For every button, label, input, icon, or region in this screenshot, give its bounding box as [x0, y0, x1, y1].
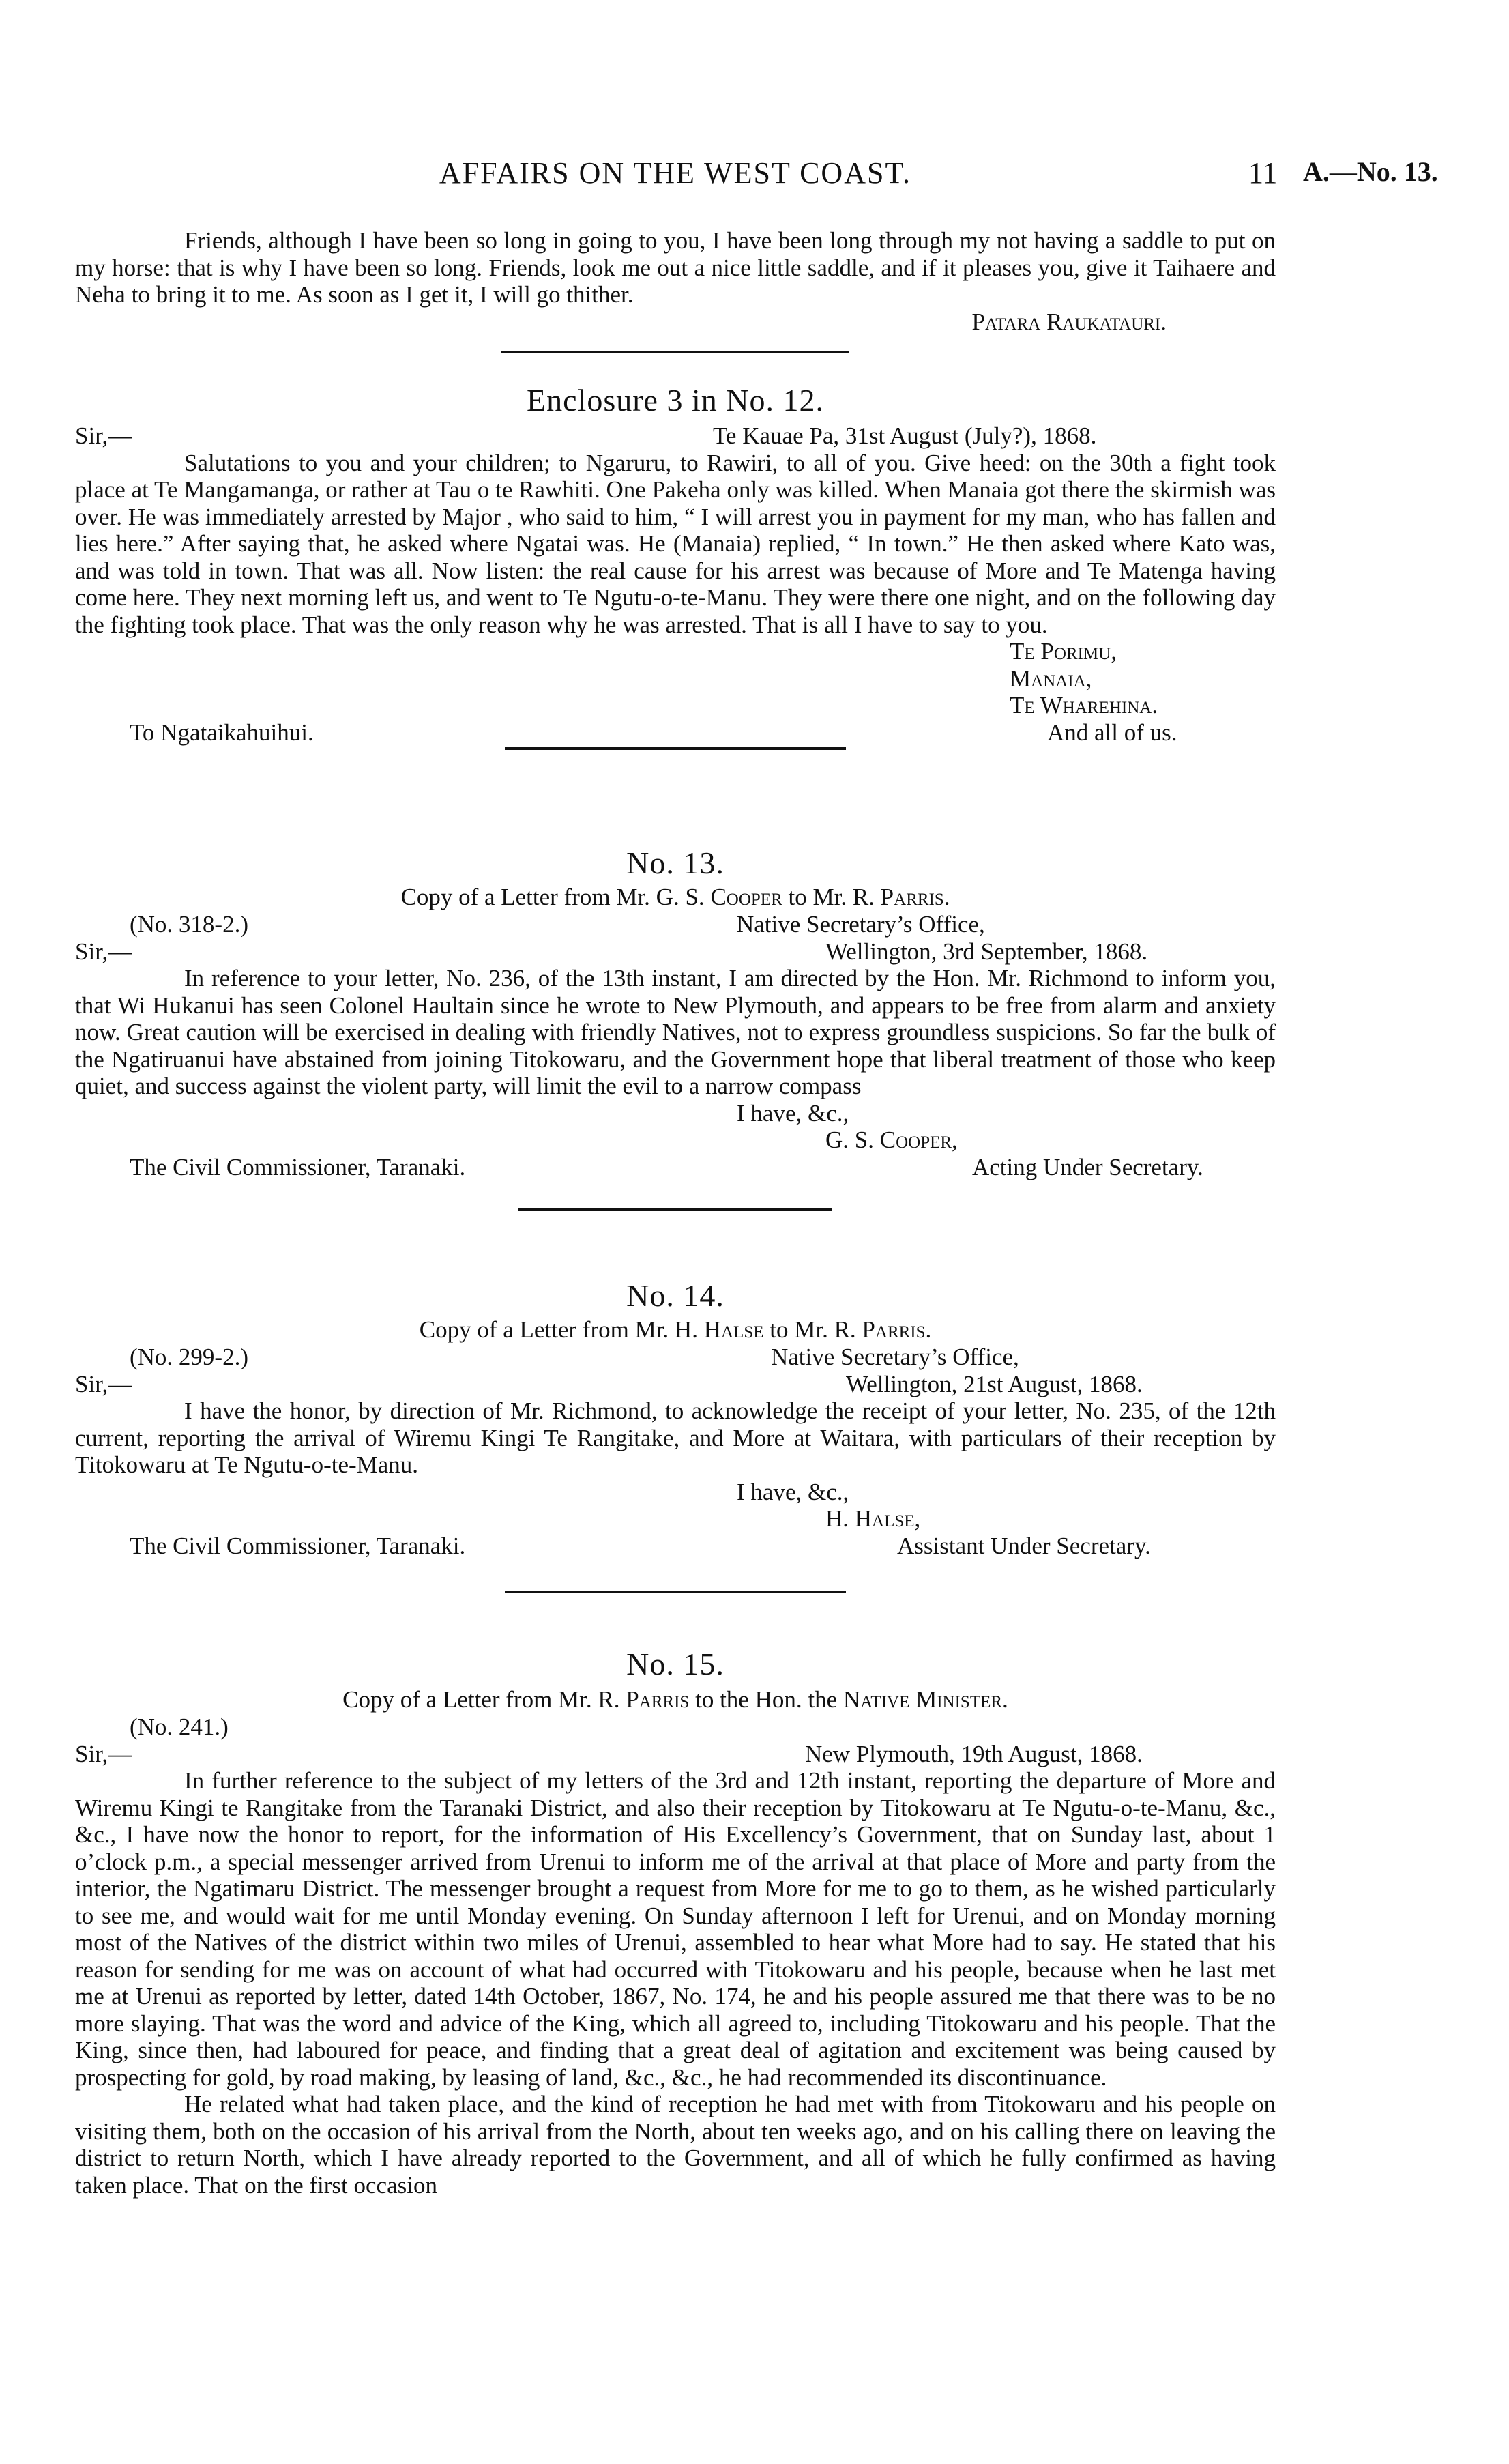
- subheading-from: Parris: [626, 1686, 690, 1713]
- no-15-body-paragraph-2: He related what had taken place, and the kind of reception he had met with from Titokowaru and his people on visiting them, both on the occasion of his arrival from the North, about ten weeks ago, and on his calling there on leaving the district to return North, which I have already reported to the Government, and all of which he fully confirmed as having taken place. That on the first occasion: [75, 2091, 1276, 2199]
- enclosure-3-section: [75, 382, 1276, 750]
- salutation: Sir,—: [75, 938, 132, 965]
- closing-row: [75, 1100, 1276, 1127]
- section-divider: [505, 1591, 846, 1593]
- section-divider: [518, 1208, 832, 1211]
- closing: I have, &c.,: [737, 1478, 849, 1505]
- salutation: Sir,—: [75, 422, 132, 449]
- no-14-subheading: [75, 1316, 1276, 1344]
- closing-row: [75, 1479, 1276, 1506]
- letter-ref: (No. 241.): [130, 1713, 229, 1740]
- signature-1: Te Porimu,: [1010, 638, 1117, 665]
- no-14-heading: No. 14.: [626, 1278, 724, 1313]
- no-15-subheading: [75, 1686, 1276, 1713]
- letter-ref: (No. 299-2.): [130, 1344, 248, 1370]
- subheading-text: Copy of a Letter from Mr. H.: [419, 1316, 704, 1343]
- office: Native Secretary’s Office,: [771, 1344, 1019, 1370]
- signer-title: Assistant Under Secretary.: [897, 1532, 1151, 1559]
- intro-section: [75, 227, 1276, 353]
- addressee: The Civil Commissioner, Taranaki.: [130, 1153, 466, 1180]
- subheading-text: Copy of a Letter from Mr. G. S.: [400, 884, 711, 910]
- subheading-to: Native Minister.: [843, 1686, 1008, 1713]
- signer-row: [75, 1505, 1276, 1533]
- ref-row: [75, 911, 1276, 938]
- signature-row-1: [75, 638, 1276, 665]
- signer: H. Halse,: [825, 1505, 921, 1532]
- signer-row: [75, 1127, 1276, 1154]
- addressee: To Ngataikahuihui.: [130, 719, 314, 746]
- addressee-row: [75, 1533, 1276, 1560]
- no-13-section: [75, 845, 1276, 1211]
- subheading-to: Parris.: [862, 1316, 932, 1343]
- signer: G. S. Cooper,: [825, 1127, 958, 1153]
- section-divider: [501, 351, 849, 353]
- salutation-row: [75, 422, 1276, 450]
- subheading-text: to Mr. R.: [782, 884, 881, 910]
- enclosure-body: Salutations to you and your children; to Ngaruru, to Rawiri, to all of you. Give heed: on the 30th a fight took place at Te Mangamanga, or rather at Tau o te Rawhiti. One Pakeha only was killed. When Manaia got there the skirmish was over. He was immediately arrested by Major , who said to him, “ I will arrest you in payment for my man, who has fallen and lies here.” After saying that, he asked where Ngatai was. He (Manaia) replied, “ In town.” He then asked where Kato was, and was told in town. That was all. Now listen: the real cause for his arrest was because of More and Te Matenga having come here. They next morning left us, and went to Te Ngutu-o-te-Manu. They were there one night, and on the following day the fighting took place. That was the only reason why he was arrested. That is all I have to say to you.: [75, 449, 1276, 638]
- intro-signature: Patara Raukatauri.: [971, 308, 1167, 335]
- signer-title: Acting Under Secretary.: [972, 1153, 1203, 1180]
- place-date: New Plymouth, 19th August, 1868.: [805, 1740, 1143, 1767]
- no-14-body: I have the honor, by direction of Mr. Richmond, to acknowledge the receipt of your letter, No. 235, of the 12th current, reporting the arrival of Wiremu Kingi Te Rangitake, and More at Waitara, with particulars of their reception by Titokowaru at Te Ngutu-o-te-Manu.: [75, 1397, 1276, 1478]
- section-divider: [505, 747, 846, 750]
- running-header: [75, 156, 1494, 197]
- subheading-text: to Mr. R.: [763, 1316, 862, 1343]
- salutation-row: [75, 938, 1276, 966]
- place-date: Te Kauae Pa, 31st August (July?), 1868.: [713, 422, 1097, 449]
- subheading-from: Cooper: [710, 884, 782, 910]
- no-13-subheading: [75, 884, 1276, 911]
- salutation-row: [75, 1741, 1276, 1768]
- subheading-to: Parris.: [880, 884, 950, 910]
- salutation: Sir,—: [75, 1370, 132, 1397]
- ref-row: [75, 1713, 1276, 1741]
- office: Native Secretary’s Office,: [737, 911, 985, 938]
- enclosure-heading: Enclosure 3 in No. 12.: [527, 383, 824, 418]
- subheading-text: Copy of a Letter from Mr. R.: [342, 1686, 626, 1713]
- closing: And all of us.: [1047, 719, 1177, 746]
- signature-3: Te Wharehina.: [1010, 692, 1158, 719]
- no-15-section: [75, 1646, 1276, 2199]
- intro-paragraph: Friends, although I have been so long in going to you, I have been long through my not having a saddle to put on my horse: that is why I have been so long. Friends, look me out a nice little saddle, and if it pleases you, give it Taihaere and Neha to bring it to me. As soon as I get it, I will go thither.: [75, 227, 1276, 308]
- no-13-heading: No. 13.: [626, 845, 724, 880]
- subheading-text: to the Hon. the: [689, 1686, 843, 1713]
- no-14-section: [75, 1277, 1276, 1593]
- subheading-from: Halse: [703, 1316, 764, 1343]
- page-title: AFFAIRS ON THE WEST COAST.: [439, 156, 912, 190]
- addressee-row: [75, 719, 1276, 747]
- addressee: The Civil Commissioner, Taranaki.: [130, 1532, 466, 1559]
- salutation: Sir,—: [75, 1740, 132, 1767]
- salutation-row: [75, 1371, 1276, 1398]
- signature-2: Manaia,: [1010, 665, 1092, 692]
- addressee-row: [75, 1154, 1276, 1181]
- no-15-heading: No. 15.: [626, 1647, 724, 1681]
- document-reference: A.—No. 13.: [1303, 156, 1438, 187]
- no-13-body: In reference to your letter, No. 236, of the 13th instant, I am directed by the Hon. Mr. Richmond to inform you, that Wi Hukanui has seen Colonel Haultain since he wrote to New Plymouth, and appears to be free from alarm and anxiety now. Great caution will be exercised in dealing with friendly Natives, not to express groundless suspicions. So far the bulk of the Ngatiruanui have abstained from joining Titokowaru, and the Government hope that liberal treatment of those who keep quiet, and success against the violent party, will limit the evil to a narrow compass: [75, 965, 1276, 1099]
- ref-row: [75, 1344, 1276, 1371]
- place-date: Wellington, 21st August, 1868.: [846, 1370, 1143, 1397]
- place-date: Wellington, 3rd September, 1868.: [825, 938, 1148, 965]
- closing: I have, &c.,: [737, 1099, 849, 1127]
- page-number: 11: [1248, 156, 1278, 190]
- signature-row-2: [75, 665, 1276, 693]
- signature-row-3: [75, 692, 1276, 719]
- no-15-body-paragraph-1: In further reference to the subject of my letters of the 3rd and 12th instant, reporting the departure of More and Wiremu Kingi te Rangitake from the Taranaki District, and also their reception by Titokowaru at Te Ngutu-o-te-Manu, &c., &c., I have now the honor to report, for the information of His Excellency’s Government, that on Sunday last, about 1 o’clock p.m., a special messenger arrived from Urenui to inform me of the arrival at that place of More and party from the interior, the Ngatimaru District. The messenger brought a request from More for me to go to them, as he wished particularly to see me, and would wait for me until Monday evening. On Sunday afternoon I left for Urenui, and on Monday morning most of the Natives of the district within two miles of Urenui, assembled to hear what More had to say. He stated that his reason for sending for me was on account of what had occurred with Titokowaru and his people, because when he last met me at Urenui as reported by letter, dated 14th October, 1867, No. 174, he and his people assured me that there was to be no more slaying. That was the word and advice of the King, which all agreed to, including Titokowaru and his people. That the King, since then, had laboured for peace, and finding that a great deal of agitation and excitement was being caused by prospecting for gold, by road making, by leasing of land, &c., &c., he had recommended its discontinuance.: [75, 1767, 1276, 2091]
- letter-ref: (No. 318-2.): [130, 911, 248, 938]
